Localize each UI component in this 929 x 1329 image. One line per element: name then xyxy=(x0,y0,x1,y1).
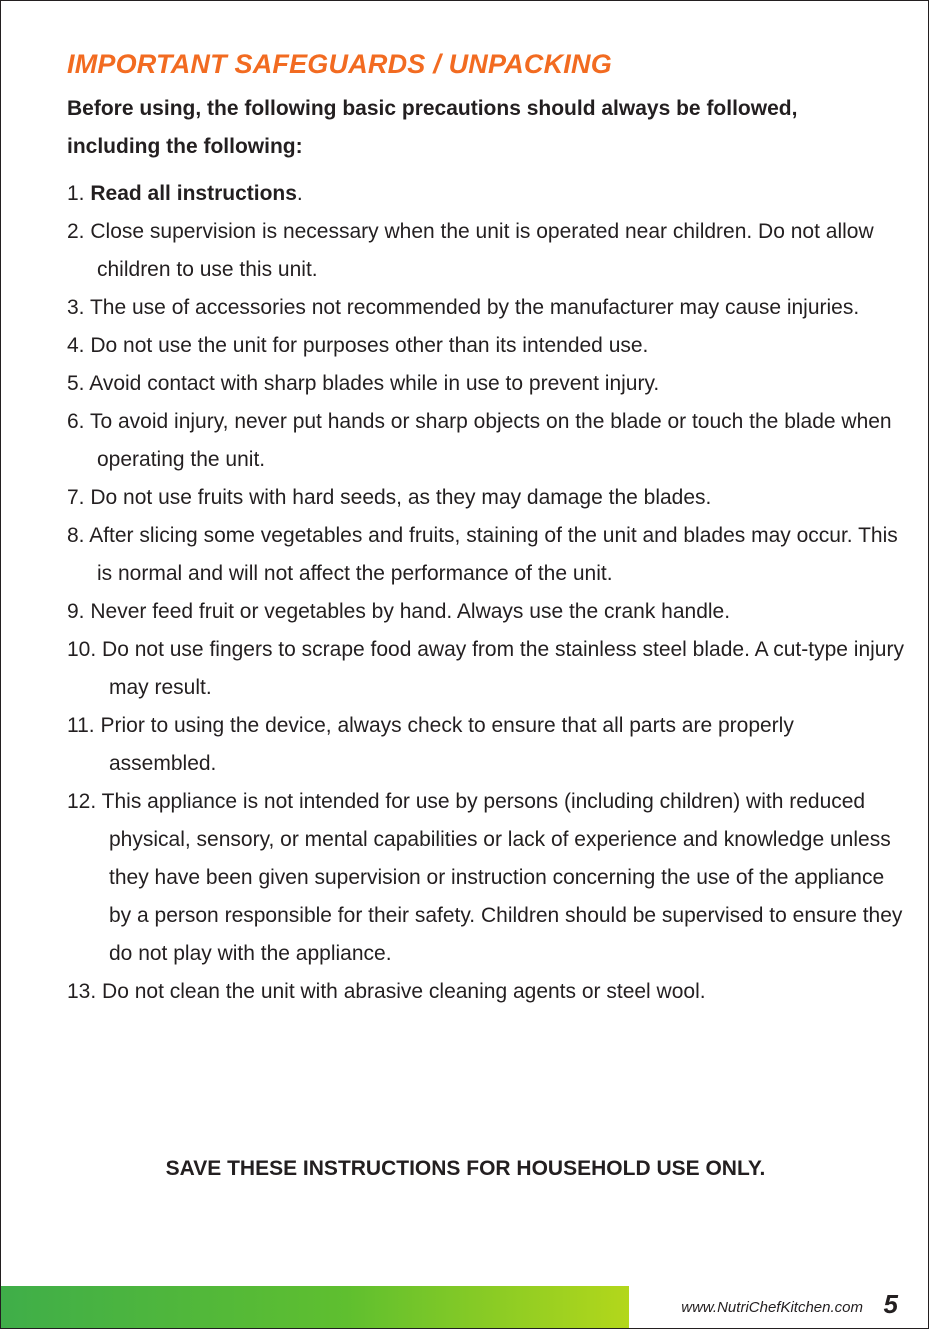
save-instructions-note: SAVE THESE INSTRUCTIONS FOR HOUSEHOLD USE ONLY. xyxy=(165,1157,766,1180)
item-text: Never feed fruit or vegetables by hand. Always use the crank handle. xyxy=(90,600,731,623)
item-text: This appliance is not intended for use by persons (including children) with reduced physical, sensory, or mental capabilities or lack of experience and knowledge unless they have been given supervision or instruction concerning the use of the appliance by a person responsible for their safety. Children should be supervised to ensure they do not play with the appliance. xyxy=(101,790,903,965)
item-text: The use of accessories not recommended by the manufacturer may cause injuries. xyxy=(89,296,860,319)
list-item xyxy=(67,593,907,631)
list-item xyxy=(67,479,907,517)
footer-color-bar xyxy=(1,1286,629,1328)
item-number: 5. xyxy=(67,372,85,395)
item-number: 9. xyxy=(67,600,85,623)
item-number: 4. xyxy=(67,334,85,357)
item-number: 2. xyxy=(67,220,85,243)
item-number: 3. xyxy=(67,296,85,319)
item-text: Do not use fruits with hard seeds, as they may damage the blades. xyxy=(90,486,712,509)
item-text: Do not use fingers to scrape food away from the stainless steel blade. A cut-type injury may result. xyxy=(102,638,904,699)
item-number: 6. xyxy=(67,410,85,433)
item-text: Avoid contact with sharp blades while in use to prevent injury. xyxy=(89,372,660,395)
safeguards-list xyxy=(67,175,907,1011)
intro-text: Before using, the following basic precautions should always be followed, including the following: xyxy=(67,97,798,158)
item-number: 11. xyxy=(67,714,95,737)
item-text: To avoid injury, never put hands or sharp objects on the blade or touch the blade when operating the unit. xyxy=(89,410,892,471)
list-item xyxy=(67,631,907,707)
list-item xyxy=(67,403,907,479)
item-number: 13. xyxy=(67,980,97,1003)
list-item xyxy=(67,175,907,213)
page-number: 5 xyxy=(883,1289,898,1319)
item-number: 10. xyxy=(67,638,97,661)
list-item xyxy=(67,973,907,1011)
item-number: 12. xyxy=(67,790,97,813)
item-bold-text: Read all instructions xyxy=(90,182,297,205)
list-item xyxy=(67,327,907,365)
item-text: Close supervision is necessary when the unit is operated near children. Do not allow children to use this unit. xyxy=(90,220,874,281)
item-number: 8. xyxy=(67,524,85,547)
list-item xyxy=(67,213,907,289)
list-item xyxy=(67,707,907,783)
list-item xyxy=(67,783,907,973)
item-text: Do not clean the unit with abrasive cleaning agents or steel wool. xyxy=(102,980,706,1003)
footer-url: www.NutriChefKitchen.com xyxy=(681,1299,863,1316)
list-item xyxy=(67,517,907,593)
list-item xyxy=(67,289,907,327)
item-text: . xyxy=(296,182,303,205)
item-number: 7. xyxy=(67,486,85,509)
list-item xyxy=(67,365,907,403)
item-number: 1. xyxy=(67,182,85,205)
section-heading: IMPORTANT SAFEGUARDS / UNPACKING xyxy=(67,49,612,79)
item-text: Prior to using the device, always check to ensure that all parts are properly assembled. xyxy=(100,714,794,775)
item-text: After slicing some vegetables and fruits, staining of the unit and blades may occur. This is normal and will not affect the performance of the unit. xyxy=(89,524,898,585)
item-text: Do not use the unit for purposes other than its intended use. xyxy=(90,334,649,357)
